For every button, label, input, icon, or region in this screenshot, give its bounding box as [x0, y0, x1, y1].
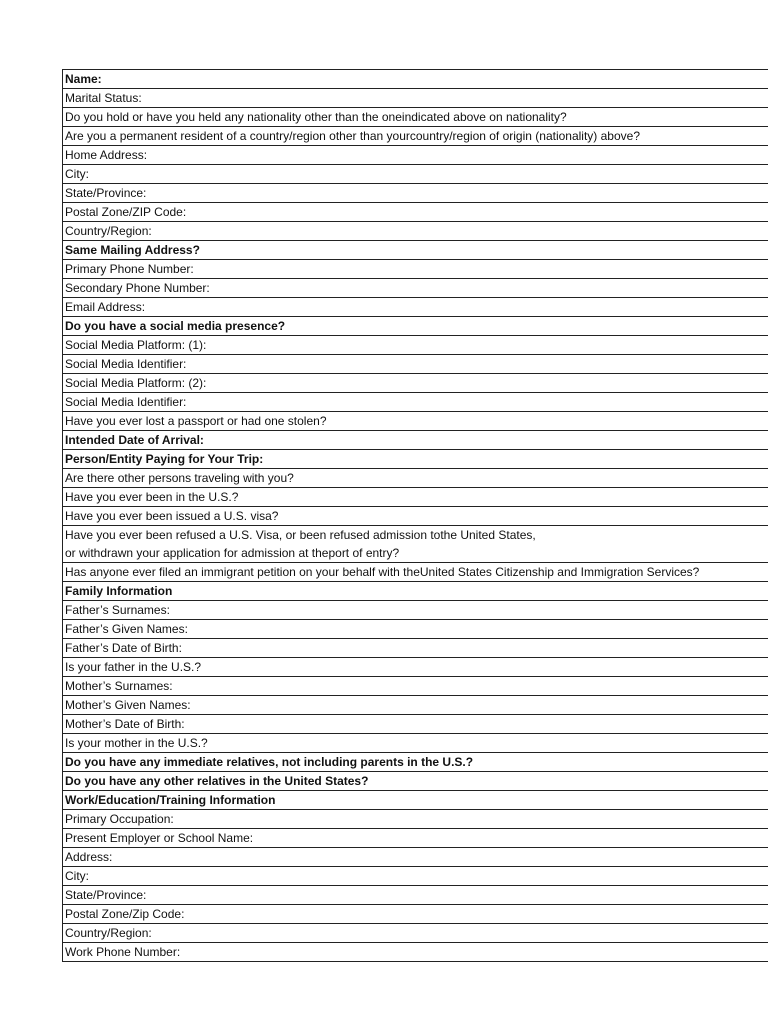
- form-row: [63, 791, 768, 810]
- form-row: [63, 715, 768, 734]
- form-row-label: Marital Status:: [65, 91, 142, 105]
- form-row-label: Work Phone Number:: [65, 945, 181, 959]
- form-row-label: Is your mother in the U.S.?: [65, 736, 208, 750]
- form-row: [63, 108, 768, 127]
- form-row: [63, 165, 768, 184]
- form-row-label: Country/Region:: [65, 926, 152, 940]
- form-row: [63, 620, 768, 639]
- form-row-label: Do you hold or have you held any nationality other than the oneindicated above on nationality?: [65, 110, 567, 124]
- form-row: [63, 70, 768, 89]
- form-row-label: City:: [65, 167, 89, 181]
- form-row: [63, 886, 768, 905]
- form-row: [63, 658, 768, 677]
- form-row: [63, 127, 768, 146]
- form-row: [63, 867, 768, 886]
- form-row-label: Have you ever lost a passport or had one stolen?: [65, 414, 327, 428]
- form-row: [63, 450, 768, 469]
- form-row: [63, 905, 768, 924]
- form-row-label: City:: [65, 869, 89, 883]
- form-row-label: Has anyone ever filed an immigrant petition on your behalf with theUnited States Citizenship and Immigration Services?: [65, 565, 700, 579]
- form-row-label: Same Mailing Address?: [65, 243, 200, 257]
- form-row-label: Do you have any other relatives in the United States?: [65, 774, 369, 788]
- form-row-label: Country/Region:: [65, 224, 152, 238]
- form-row-label: Do you have any immediate relatives, not including parents in the U.S.?: [65, 755, 474, 769]
- form-row-label: Address:: [65, 850, 113, 864]
- form-row: [63, 829, 768, 848]
- form-row-label: Is your father in the U.S.?: [65, 660, 202, 674]
- form-row: [63, 772, 768, 791]
- form-row-label: Name:: [65, 72, 102, 86]
- form-row-label: Are you a permanent resident of a country/region other than yourcountry/region of origin (nationality) above?: [65, 129, 641, 143]
- form-row-label: Email Address:: [65, 300, 146, 314]
- form-row: [63, 677, 768, 696]
- form-row-label: Family Information: [65, 584, 173, 598]
- form-row-label: Have you ever been issued a U.S. visa?: [65, 509, 279, 523]
- form-row: [63, 336, 768, 355]
- form-row: [63, 734, 768, 753]
- form-row-label: Work/Education/Training Information: [65, 793, 276, 807]
- form-row: [63, 355, 768, 374]
- form-row: [63, 469, 768, 488]
- form-row: [63, 184, 768, 203]
- form-row-label: Social Media Platform: (2):: [65, 376, 207, 390]
- form-row-label: Mother’s Surnames:: [65, 679, 173, 693]
- form-row-label: Have you ever been in the U.S.?: [65, 490, 239, 504]
- form-row-label: Father’s Date of Birth:: [65, 641, 182, 655]
- form-row: [63, 563, 768, 582]
- form-row: [63, 526, 768, 563]
- form-table: [62, 69, 768, 962]
- form-row: [63, 146, 768, 165]
- form-row: [63, 298, 768, 317]
- form-row-label: Mother’s Given Names:: [65, 698, 191, 712]
- form-row: [63, 582, 768, 601]
- form-row: [63, 639, 768, 658]
- form-row: [63, 412, 768, 431]
- form-row: [63, 431, 768, 450]
- form-row-label: Intended Date of Arrival:: [65, 433, 204, 447]
- form-row: [63, 943, 768, 962]
- form-row-label: Father’s Surnames:: [65, 603, 170, 617]
- form-row-label: Social Media Platform: (1):: [65, 338, 207, 352]
- form-row: [63, 488, 768, 507]
- form-row-label: Secondary Phone Number:: [65, 281, 210, 295]
- form-row-label: Primary Occupation:: [65, 812, 174, 826]
- form-row: [63, 810, 768, 829]
- form-row-label: Primary Phone Number:: [65, 262, 194, 276]
- form-row-label: Postal Zone/Zip Code:: [65, 907, 185, 921]
- form-row-label: Have you ever been refused a U.S. Visa, or been refused admission tothe United States,: [65, 528, 536, 542]
- form-row: [63, 203, 768, 222]
- form-row: [63, 279, 768, 298]
- form-row: [63, 507, 768, 526]
- form-row-label: State/Province:: [65, 186, 147, 200]
- form-row: [63, 222, 768, 241]
- form-row: [63, 260, 768, 279]
- form-row: [63, 753, 768, 772]
- form-row: [63, 241, 768, 260]
- form-row: [63, 924, 768, 943]
- form-row: [63, 848, 768, 867]
- form-row-label: Social Media Identifier:: [65, 357, 187, 371]
- form-row-label: Postal Zone/ZIP Code:: [65, 205, 187, 219]
- form-row-label: State/Province:: [65, 888, 147, 902]
- form-row: [63, 89, 768, 108]
- form-row-label: Father’s Given Names:: [65, 622, 188, 636]
- form-row: [63, 696, 768, 715]
- form-row-label: Mother’s Date of Birth:: [65, 717, 185, 731]
- form-row: [63, 317, 768, 336]
- form-row: [63, 601, 768, 620]
- form-row-label: Do you have a social media presence?: [65, 319, 286, 333]
- form-row: [63, 393, 768, 412]
- form-row-label: Social Media Identifier:: [65, 395, 187, 409]
- form-row-label: Are there other persons traveling with you?: [65, 471, 294, 485]
- form-row-label: Home Address:: [65, 148, 148, 162]
- form-row-label: Present Employer or School Name:: [65, 831, 254, 845]
- form-row: [63, 374, 768, 393]
- form-row-label-continued: or withdrawn your application for admission at theport of entry?: [65, 546, 400, 560]
- form-row-label: Person/Entity Paying for Your Trip:: [65, 452, 264, 466]
